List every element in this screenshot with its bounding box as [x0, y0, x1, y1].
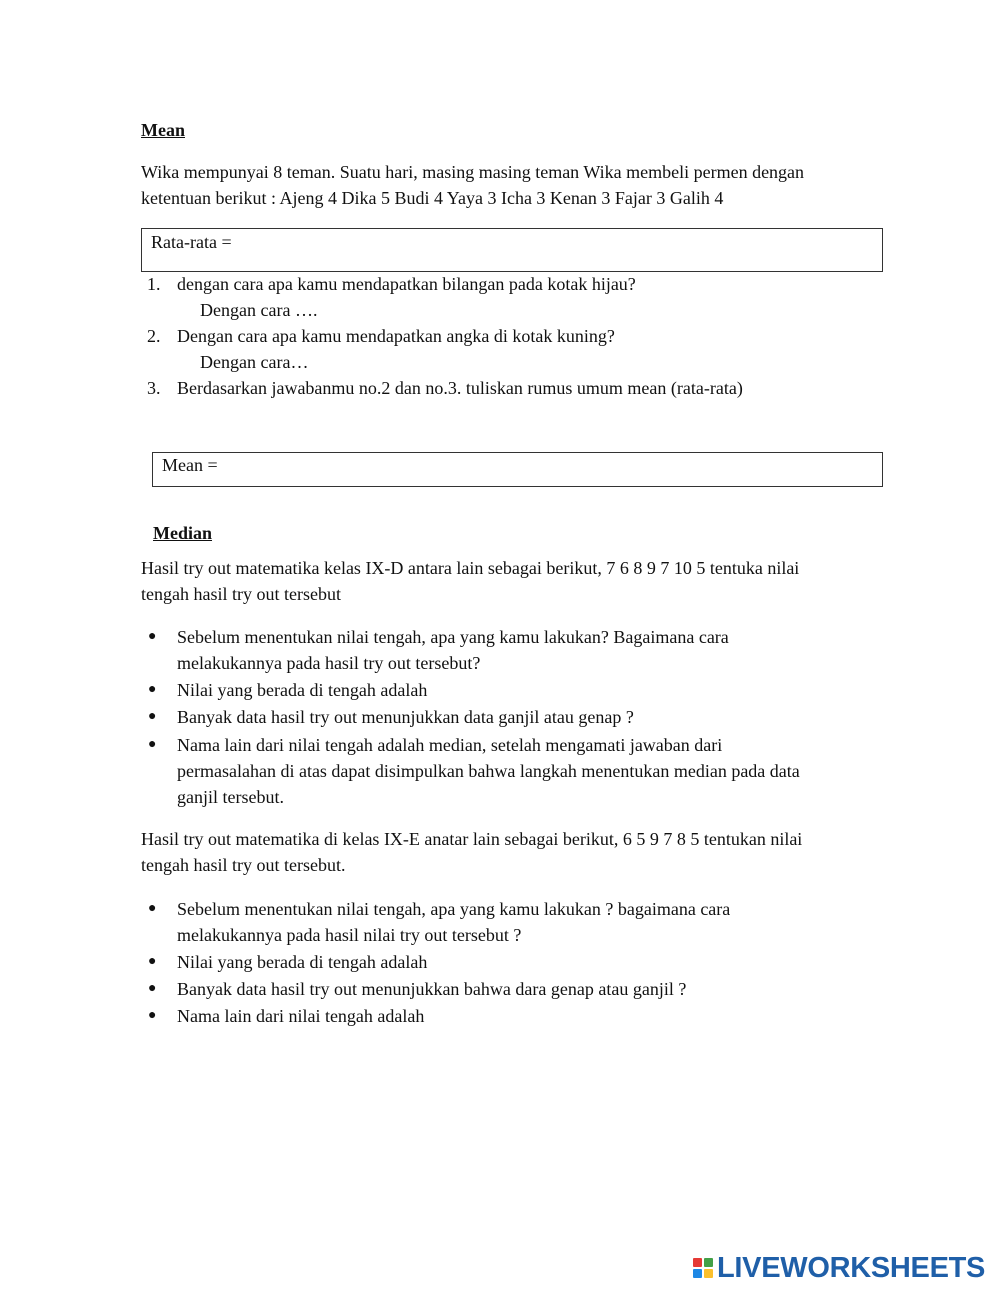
median-intro-1-line-1: Hasil try out matematika kelas IX-D antara lain sebagai berikut, 7 6 8 9 7 10 5 tentuka nilai [141, 558, 800, 578]
mean-intro [141, 159, 881, 211]
list-item-line: Banyak data hasil try out menunjukkan bahwa dara genap atau ganjil ? [177, 979, 687, 999]
bullet-icon: ● [148, 981, 157, 996]
list-item [177, 976, 877, 1002]
question-1-text: dengan cara apa kamu mendapatkan bilangan pada kotak hijau? [177, 274, 636, 294]
bullet-icon: ● [148, 709, 157, 724]
logo-text: LIVEWORKSHEETS [717, 1252, 986, 1284]
logo-mark-cell [704, 1269, 713, 1278]
bullet-icon: ● [148, 901, 157, 916]
median-heading: Median [153, 523, 213, 543]
list-item [177, 704, 877, 730]
median-intro-1 [141, 555, 881, 607]
bullet-icon: ● [148, 954, 157, 969]
list-item-line: Banyak data hasil try out menunjukkan data ganjil atau genap ? [177, 707, 634, 727]
list-item-line: Nama lain dari nilai tengah adalah median, setelah mengamati jawaban dari [177, 735, 723, 755]
median-intro-1-line-2: tengah hasil try out tersebut [141, 584, 341, 604]
list-item-line: ganjil tersebut. [177, 787, 284, 807]
question-3-text: Berdasarkan jawabanmu no.2 dan no.3. tuliskan rumus umum mean (rata-rata) [177, 378, 743, 398]
list-item [177, 624, 877, 676]
median-intro-2 [141, 826, 881, 878]
question-2-answer[interactable]: Dengan cara… [200, 352, 309, 372]
mean-formula-label: Mean = [162, 455, 218, 475]
list-item-line: Nilai yang berada di tengah adalah [177, 952, 428, 972]
logo-mark-cell [704, 1258, 713, 1267]
list-item-line: melakukannya pada hasil nilai try out tersebut ? [177, 925, 522, 945]
rata-rata-box[interactable] [141, 228, 883, 272]
mean-intro-line-1: Wika mempunyai 8 teman. Suatu hari, masing masing teman Wika membeli permen dengan [141, 162, 805, 182]
list-item [177, 677, 877, 703]
logo-mark-icon [693, 1258, 713, 1278]
rata-rata-label: Rata-rata = [151, 232, 232, 252]
question-1-answer[interactable]: Dengan cara …. [200, 300, 318, 320]
question-1-number: 1. [147, 274, 161, 294]
list-item-line: melakukannya pada hasil try out tersebut? [177, 653, 481, 673]
list-item-line: Nilai yang berada di tengah adalah [177, 680, 428, 700]
liveworksheets-logo[interactable] [693, 1253, 985, 1283]
question-2-number: 2. [147, 326, 161, 346]
median-intro-2-line-1: Hasil try out matematika di kelas IX-E anatar lain sebagai berikut, 6 5 9 7 8 5 tentukan nilai [141, 829, 803, 849]
bullet-icon: ● [148, 737, 157, 752]
list-item [177, 1003, 877, 1029]
logo-mark-cell [693, 1258, 702, 1267]
mean-heading: Mean [141, 120, 185, 140]
bullet-icon: ● [148, 682, 157, 697]
bullet-icon: ● [148, 1008, 157, 1023]
list-item [177, 896, 877, 948]
list-item-line: Nama lain dari nilai tengah adalah [177, 1006, 425, 1026]
list-item-line: permasalahan di atas dapat disimpulkan bahwa langkah menentukan median pada data [177, 761, 800, 781]
list-item [177, 949, 877, 975]
question-3-number: 3. [147, 378, 161, 398]
question-2-text: Dengan cara apa kamu mendapatkan angka di kotak kuning? [177, 326, 615, 346]
list-item [177, 732, 877, 810]
logo-mark-cell [693, 1269, 702, 1278]
mean-formula-box[interactable] [152, 452, 883, 487]
list-item-line: Sebelum menentukan nilai tengah, apa yang kamu lakukan? Bagaimana cara [177, 627, 729, 647]
list-item-line: Sebelum menentukan nilai tengah, apa yang kamu lakukan ? bagaimana cara [177, 899, 731, 919]
bullet-icon: ● [148, 629, 157, 644]
median-intro-2-line-2: tengah hasil try out tersebut. [141, 855, 346, 875]
mean-intro-line-2: ketentuan berikut : Ajeng 4 Dika 5 Budi 4 Yaya 3 Icha 3 Kenan 3 Fajar 3 Galih 4 [141, 188, 724, 208]
